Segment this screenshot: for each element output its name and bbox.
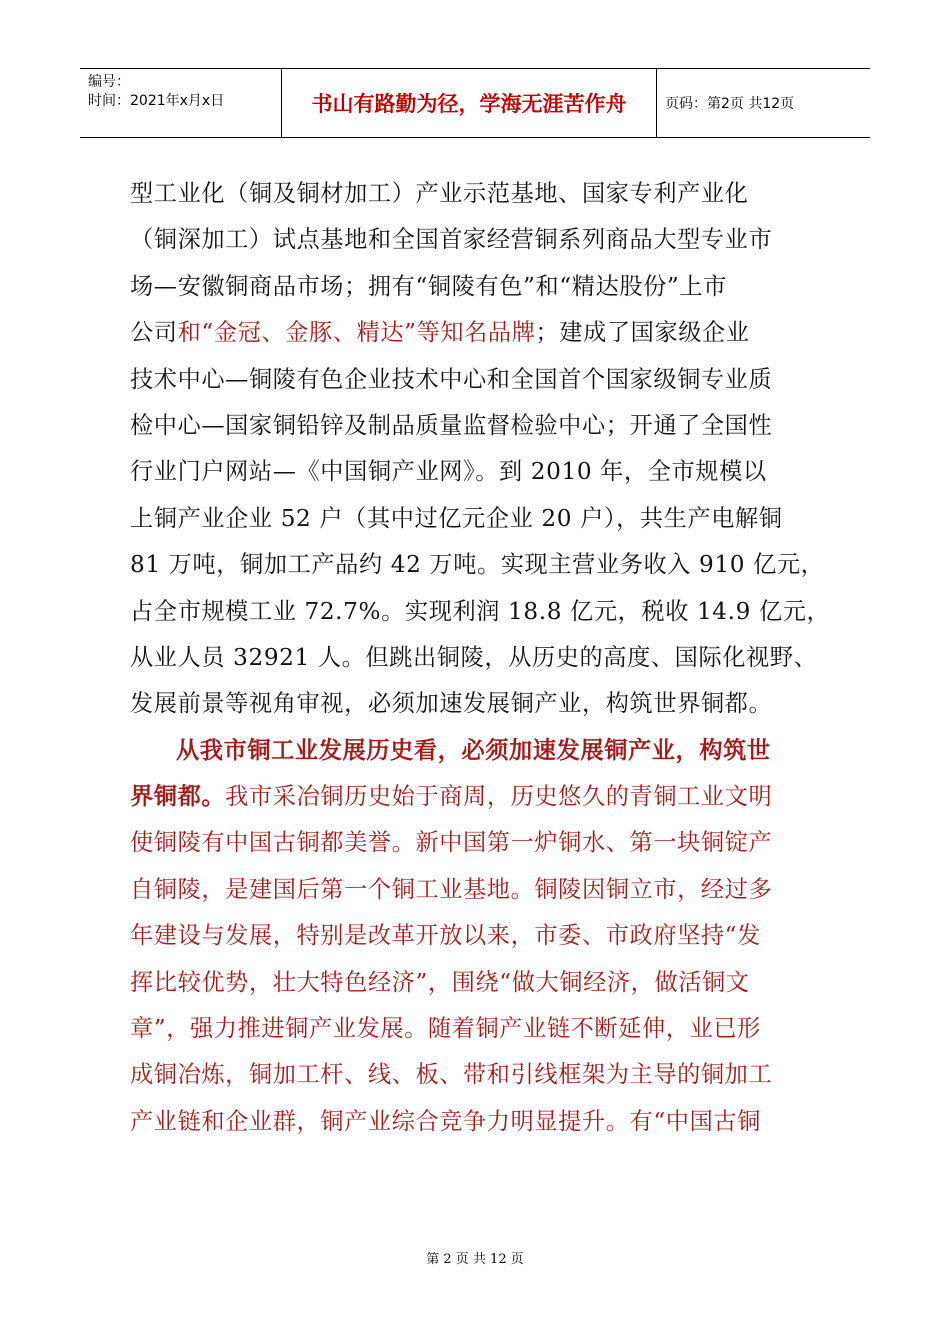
section-heading-end: 界铜都。: [130, 783, 226, 811]
body-text-span: 公司: [130, 319, 178, 347]
body-line: 产业链和企业群，铜产业综合竞争力明显提升。有“中国古铜: [130, 1107, 761, 1135]
body-line: （铜深加工）试点基地和全国首家经营铜系列商品大型专业市: [130, 226, 773, 254]
body-line: 挥比较优势，壮大特色经济”，围绕“做大铜经济，做活铜文: [130, 968, 750, 996]
body-line: 章”，强力推进铜产业发展。随着铜产业链不断延伸，业已形: [130, 1015, 761, 1043]
body-line: 行业门户网站—《中国铜产业网》。到 2010 年，全市规模以: [130, 458, 767, 486]
body-text-span: 我市采冶铜历史始于商周，历史悠久的青铜工业文明: [225, 783, 773, 811]
time-label: 时间：2021年x月x日: [88, 93, 225, 109]
document-body: [130, 171, 831, 1145]
header-motto: 书山有路勤为径，学海无涯苦作舟: [282, 69, 657, 137]
body-line: 使铜陵有中国古铜都美誉。新中国第一炉铜水、第一块铜锭产: [130, 829, 773, 857]
body-line: 检中心—国家铜铅锌及制品质量监督检验中心；开通了全国性: [130, 411, 773, 439]
body-line: [130, 310, 824, 356]
body-line: [130, 774, 824, 820]
highlighted-brands: 和“金冠、金豚、精达”等知名品牌: [177, 319, 536, 347]
body-line: 上铜产业企业 52 户（其中过亿元企业 20 户），共生产电解铜: [130, 504, 783, 532]
body-line: 技术中心—铜陵有色企业技术中心和全国首个国家级铜专业质: [130, 365, 773, 393]
section-heading: 从我市铜工业发展历史看，必须加速发展铜产业，构筑世: [176, 736, 771, 764]
page-footer: 第 2 页 共 12 页: [426, 1252, 524, 1267]
header-meta: [80, 69, 282, 137]
body-text-span: ；建成了国家级企业: [535, 319, 750, 347]
body-line: 年建设与发展，特别是改革开放以来，市委、市政府坚持“发: [130, 922, 761, 950]
body-line: 发展前景等视角审视，必须加速发展铜产业，构筑世界铜都。: [130, 690, 773, 718]
document-header: [80, 68, 870, 138]
body-line: 占全市规模工业 72.7%。实现利润 18.8 亿元，税收 14.9 亿元，: [130, 597, 831, 625]
body-line: 场—安徽铜商品市场；拥有“铜陵有色”和“精达股份”上市: [130, 272, 727, 300]
body-line: 自铜陵，是建国后第一个铜工业基地。铜陵因铜立市，经过多: [130, 875, 773, 903]
body-line: 从业人员 32921 人。但跳出铜陵，从历史的高度、国际化视野、: [130, 643, 818, 671]
body-line: 81 万吨，铜加工产品约 42 万吨。实现主营业务收入 910 亿元，: [130, 551, 825, 579]
serial-label: 编号：: [88, 74, 130, 90]
body-line: 成铜冶炼，铜加工杆、线、板、带和引线框架为主导的铜加工: [130, 1061, 773, 1089]
body-line: 型工业化（铜及铜材加工）产业示范基地、国家专利产业化: [130, 180, 749, 207]
header-page-code: 页码：第2页 共12页: [665, 96, 795, 112]
